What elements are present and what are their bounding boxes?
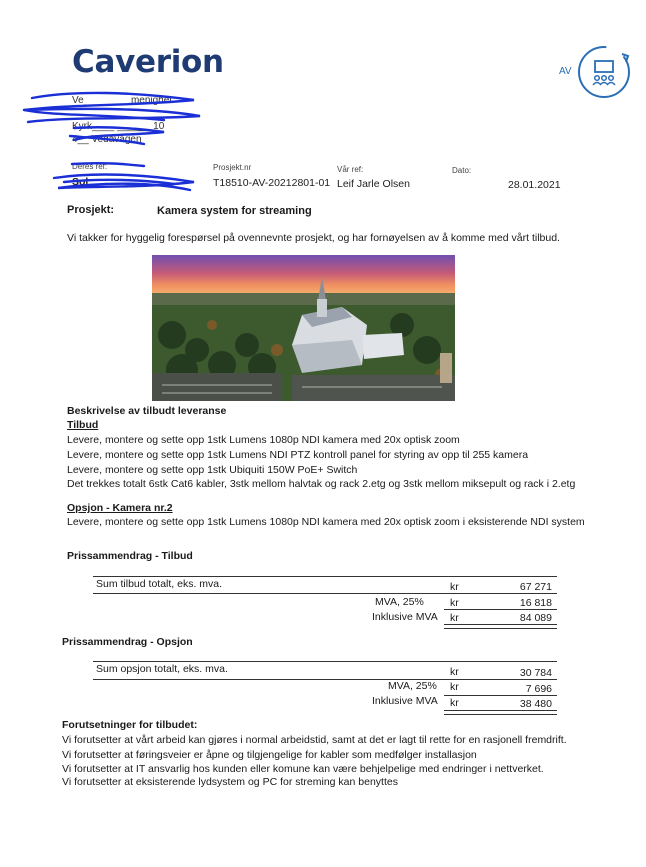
- prerequisite-item: Vi forutsetter at føringsveier er åpne og tilgjengelige for kabler som medfølger installasjon: [62, 749, 477, 761]
- offer-sum-value: 67 271: [519, 581, 552, 593]
- option-item: Levere, montere og sette opp 1stk Lumens 1080p NDI kamera med 20x optisk zoom i eksisterende NDI system: [67, 516, 585, 528]
- option-heading: Opsjon - Kamera nr.2: [67, 502, 173, 514]
- offer-incl-currency: kr: [450, 612, 459, 624]
- redaction-scribble: [14, 86, 204, 196]
- var-ref-label: Vår ref:: [337, 165, 364, 174]
- offer-incl-value: 84 089: [519, 612, 552, 624]
- option-vat-value: 7 696: [525, 683, 552, 695]
- option-incl-label: Inklusive MVA: [372, 695, 438, 707]
- description-item: Levere, montere og sette opp 1stk Lumens NDI PTZ kontroll panel for styring av opp til 255 kamera: [67, 449, 529, 461]
- offer-vat-currency: kr: [450, 597, 459, 609]
- address-line-1: Ve________ menighet: [72, 95, 173, 106]
- price-option-heading: Prissammendrag - Opsjon: [62, 636, 193, 648]
- option-vat-label: MVA, 25%: [388, 680, 437, 692]
- option-sum-value: 30 784: [519, 667, 552, 679]
- address-line-3: 4__ Vedavågen: [72, 134, 142, 145]
- prerequisite-item: Vi forutsetter at eksisterende lydsystem og PC for streming kan benyttes: [62, 776, 398, 788]
- church-photo: [152, 255, 455, 401]
- deres-ref-value: Sol__ ___: [72, 176, 121, 188]
- option-incl-value: 38 480: [519, 698, 552, 710]
- prerequisites-heading: Forutsetninger for tilbudet:: [62, 719, 198, 731]
- av-label: AV: [559, 66, 572, 77]
- deres-ref-label: Deres ref:: [72, 162, 108, 171]
- offer-sum-label: Sum tilbud totalt, eks. mva.: [96, 578, 223, 590]
- dato-value: 28.01.2021: [508, 179, 561, 191]
- project-title: Kamera system for streaming: [157, 205, 312, 217]
- price-offer-heading: Prissammendrag - Tilbud: [67, 550, 193, 562]
- offer-vat-label: MVA, 25%: [375, 596, 424, 608]
- description-heading: Beskrivelse av tilbudt leveranse: [67, 405, 227, 417]
- dato-label: Dato:: [452, 166, 472, 175]
- description-item: Levere, montere og sette opp 1stk Lumens 1080p NDI kamera med 20x optisk zoom: [67, 434, 460, 446]
- option-sum-currency: kr: [450, 666, 459, 678]
- var-ref-value: Leif Jarle Olsen: [337, 178, 410, 190]
- project-label: Prosjekt:: [67, 204, 115, 216]
- offer-vat-value: 16 818: [519, 597, 552, 609]
- prosjekt-nr-value: T18510-AV-20212801-01: [213, 177, 331, 189]
- offer-incl-label: Inklusive MVA: [372, 611, 438, 623]
- address-line-2: Kyrk____ ______ 10: [72, 121, 165, 132]
- company-logo: Caverion: [72, 44, 224, 80]
- offer-sum-currency: kr: [450, 581, 459, 593]
- description-subheading: Tilbud: [67, 419, 99, 431]
- project-intro: Vi takker for hyggelig forespørsel på ovennevnte prosjekt, og har fornøyelsen av å komme med vårt tilbud.: [67, 232, 560, 244]
- prosjekt-nr-label: Prosjekt.nr: [213, 163, 252, 172]
- description-item: Det trekkes totalt 6stk Cat6 kabler, 3stk mellom halvtak og rack 2.etg og 3stk mellom miksepult og rack i 2.etg: [67, 478, 576, 490]
- option-vat-currency: kr: [450, 681, 459, 693]
- option-sum-label: Sum opsjon totalt, eks. mva.: [96, 663, 228, 675]
- prerequisite-item: Vi forutsetter at IT ansvarlig hos kunden eller komune kan være behjelpelige med endringer i nettverket.: [62, 763, 544, 775]
- av-department-icon: [576, 44, 632, 100]
- option-incl-currency: kr: [450, 697, 459, 709]
- description-item: Levere, montere og sette opp 1stk Ubiquiti 150W PoE+ Switch: [67, 464, 358, 476]
- prerequisite-item: Vi forutsetter at vårt arbeid kan gjøres i normal arbeidstid, samt at det er lagt til rette for en rasjonell fremdrift.: [62, 734, 567, 746]
